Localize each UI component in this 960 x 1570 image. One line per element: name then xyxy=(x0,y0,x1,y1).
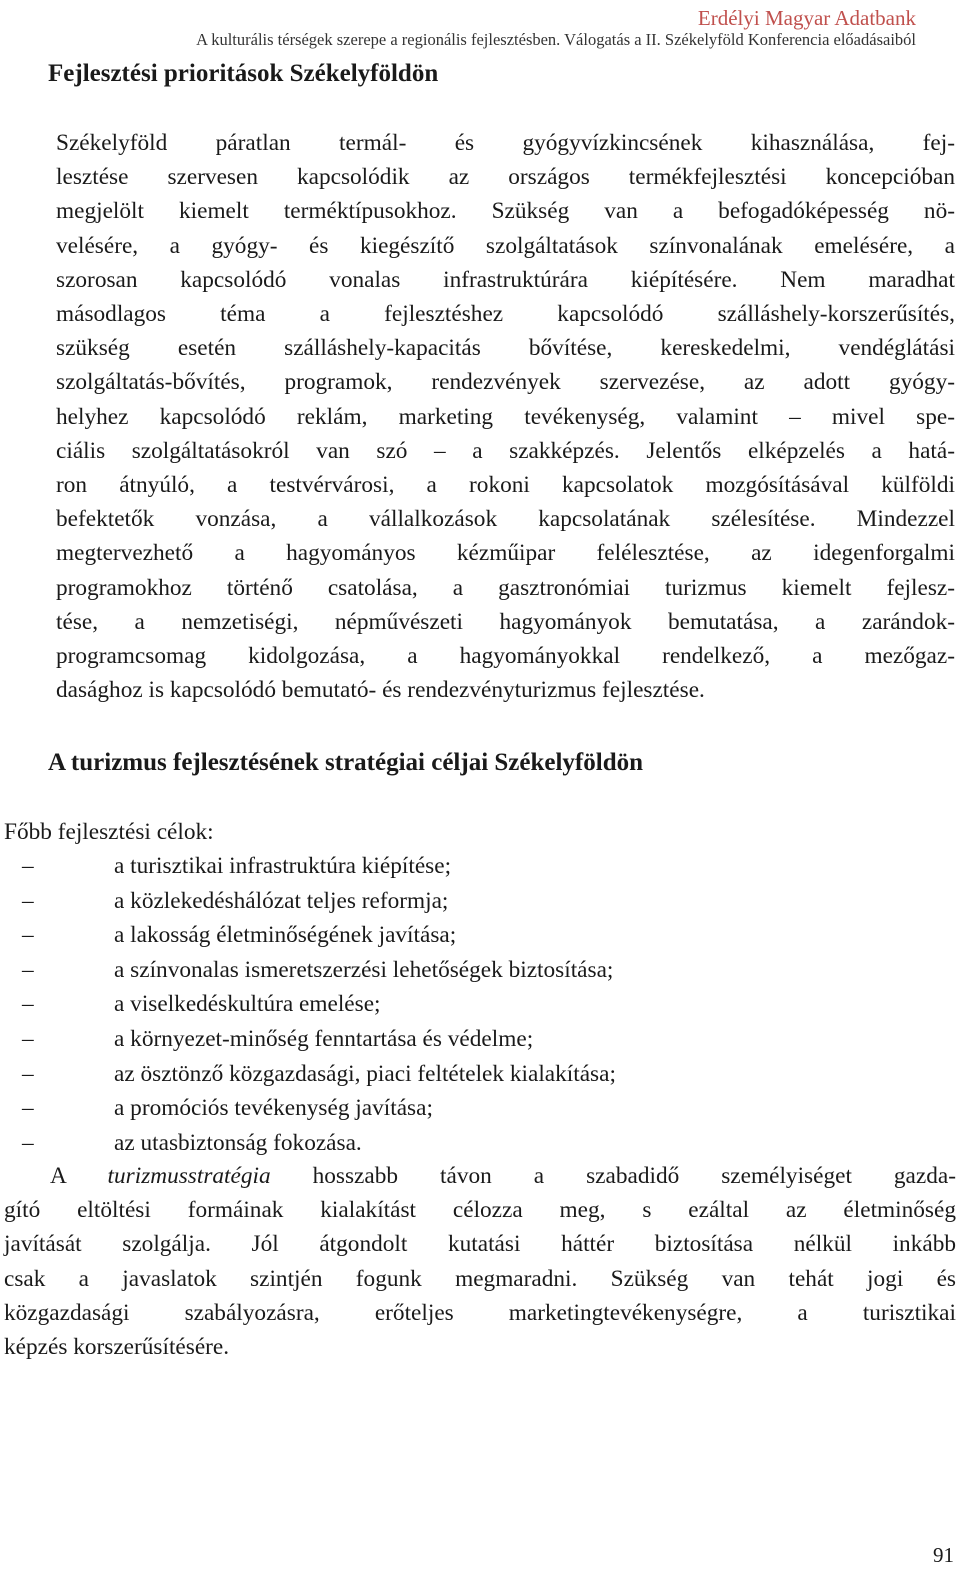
site-name: Erdélyi Magyar Adatbank xyxy=(697,6,916,30)
goal-text: a lakosság életminőségének javítása; xyxy=(114,922,457,949)
dash-bullet: – xyxy=(22,991,34,1018)
section-title-strategic-goals: A turizmus fejlesztésének stratégiai céljai Székelyföldön xyxy=(48,749,644,776)
text-line: képzés korszerűsítésére. xyxy=(4,1334,230,1361)
section-title-priorities: Fejlesztési prioritások Székelyföldön xyxy=(48,60,439,87)
goal-text: a turisztikai infrastruktúra kiépítése; xyxy=(114,853,452,879)
italic-term: turizmusstratégia xyxy=(107,1163,271,1189)
dash-bullet: – xyxy=(22,853,34,879)
goals-label: Főbb fejlesztési célok: xyxy=(4,819,214,845)
goal-text: a viselkedéskultúra emelése; xyxy=(114,991,381,1018)
list-item xyxy=(0,953,616,988)
dash-bullet: – xyxy=(22,922,34,949)
page-number: 91 xyxy=(933,1543,954,1567)
goal-text: az ösztönző közgazdasági, piaci feltételek kialakítása; xyxy=(114,1060,616,1087)
text-line: dasághoz is kapcsolódó bemutató- és rendezvényturizmus fejlesztése. xyxy=(56,677,705,704)
publication-subtitle: A kulturális térségek szerepe a regionális fejlesztésben. Válogatás a II. Székelyföld Konferencia előadásaiból xyxy=(196,30,916,49)
dash-bullet: – xyxy=(22,887,34,914)
strategy-paragraph xyxy=(4,1159,956,1364)
text-line: helyhez kapcsolódó reklám, marketing tevékenység, valamint – mivel spe- xyxy=(56,403,955,430)
text-line: gító eltöltési formáinak kialakítást célozza meg, s ezáltal az életminőség xyxy=(4,1197,956,1224)
text-line: közgazdasági szabályozásra, erőteljes marketingtevékenységre, a turisztikai xyxy=(4,1299,956,1326)
text-line xyxy=(4,1159,956,1193)
dash-bullet: – xyxy=(22,956,34,983)
text-line: megjelölt kiemelt terméktípusokhoz. Szükség van a befogadóképesség nö- xyxy=(56,198,955,225)
text-line: Székelyföld páratlan termál- és gyógyvízkincsének kihasználása, fej- xyxy=(56,130,955,156)
text-line: ron átnyúló, a testvérvárosi, a rokoni kapcsolatok mozgósításával külföldi xyxy=(56,472,955,499)
list-item xyxy=(0,1057,616,1092)
text-run: A xyxy=(50,1163,108,1189)
text-line: javítását szolgálja. Jól átgondolt kutatási háttér biztosítása nélkül inkább xyxy=(4,1231,956,1258)
list-item xyxy=(0,1126,616,1161)
text-line: ciális szolgáltatásokról van szó – a szakképzés. Jelentős elképzelés a hatá- xyxy=(56,437,955,464)
text-line: szolgáltatás-bővítés, programok, rendezvények szervezése, az adott gyógy- xyxy=(56,369,955,396)
text-line: programokhoz történő csatolása, a gasztronómiai turizmus kiemelt fejlesz- xyxy=(56,574,955,601)
text-line: szorosan kapcsolódó vonalas infrastruktúrára kiépítésére. Nem maradhat xyxy=(56,266,955,293)
list-item xyxy=(0,918,616,953)
goal-text: a környezet-minőség fenntartása és védelme; xyxy=(114,1025,534,1052)
text-run: hosszabb távon a szabadidő személyiséget gazda- xyxy=(270,1163,956,1189)
dash-bullet: – xyxy=(22,1129,34,1156)
text-line: tése, a nemzetiségi, népművészeti hagyományok bemutatása, a zarándok- xyxy=(56,608,955,635)
text-line: szükség esetén szálláshely-kapacitás bővítése, kereskedelmi, vendéglátási xyxy=(56,335,955,362)
goal-text: a színvonalas ismeretszerzési lehetőségek biztosítása; xyxy=(114,956,614,983)
dash-bullet: – xyxy=(22,1095,34,1122)
list-item xyxy=(0,884,616,919)
goals-list xyxy=(0,849,616,1160)
text-line: befektetők vonzása, a vállalkozások kapcsolatának szélesítése. Mindezzel xyxy=(56,506,955,533)
priorities-paragraph xyxy=(10,126,955,707)
list-item xyxy=(0,1091,616,1126)
text-line: lesztése szervesen kapcsolódik az országos termékfejlesztési koncepcióban xyxy=(56,164,955,191)
goal-text: a közlekedéshálózat teljes reformja; xyxy=(114,887,449,914)
text-line: velésére, a gyógy- és kiegészítő szolgáltatások színvonalának emelésére, a xyxy=(56,232,955,259)
dash-bullet: – xyxy=(22,1060,34,1087)
text-line: másodlagos téma a fejlesztéshez kapcsolódó szálláshely-korszerűsítés, xyxy=(56,301,955,328)
running-header xyxy=(36,6,916,50)
text-line: programcsomag kidolgozása, a hagyományokkal rendelkező, a mezőgaz- xyxy=(56,643,955,670)
list-item xyxy=(0,1022,616,1057)
text-line: megtervezhető a hagyományos kézműipar felélesztése, az idegenforgalmi xyxy=(56,540,955,567)
list-item xyxy=(0,987,616,1022)
dash-bullet: – xyxy=(22,1025,34,1052)
goal-text: az utasbiztonság fokozása. xyxy=(114,1129,362,1156)
list-item xyxy=(0,849,616,884)
text-line: csak a javaslatok szintjén fogunk megmaradni. Szükség van tehát jogi és xyxy=(4,1265,956,1292)
goal-text: a promóciós tevékenység javítása; xyxy=(114,1095,433,1122)
